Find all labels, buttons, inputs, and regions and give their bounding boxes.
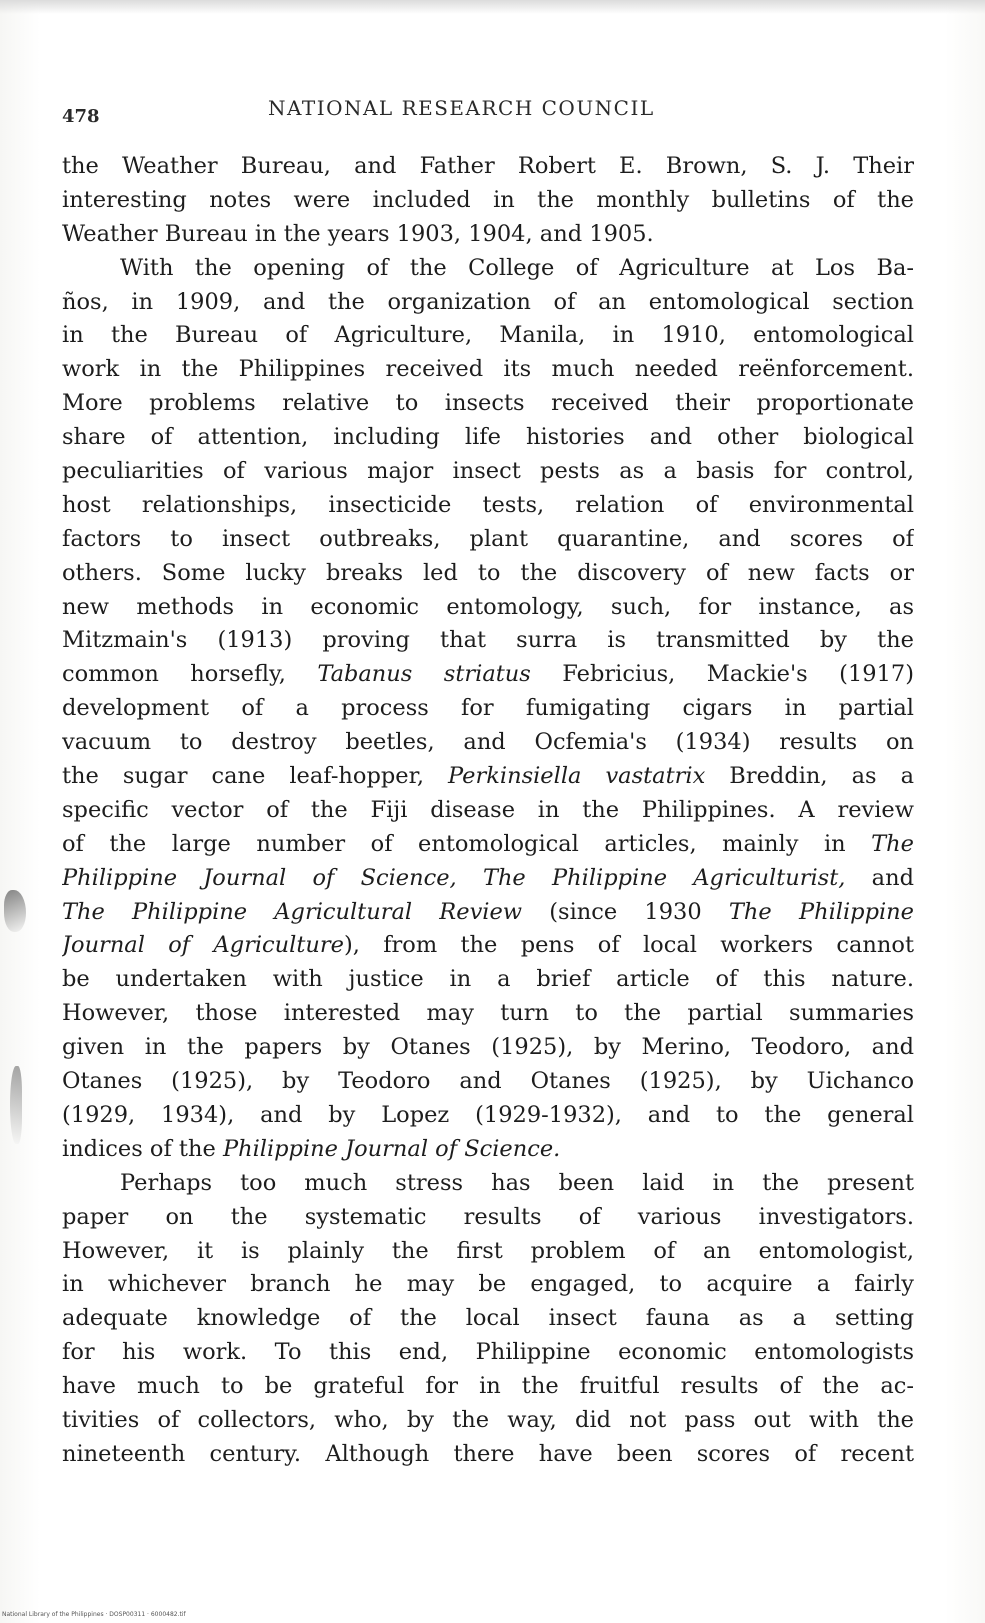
text-line: tivities of collectors, who, by the way, did not pass out with the bbox=[62, 1406, 914, 1433]
text-line: of the large number of entomological articles, mainly in The bbox=[62, 830, 914, 857]
text-line: others. Some lucky breaks led to the discovery of new facts or bbox=[62, 559, 914, 586]
text-line: paper on the systematic results of various investigators. bbox=[62, 1203, 914, 1230]
text-line: interesting notes were included in the monthly bulletins of the bbox=[62, 186, 914, 213]
scan-artifact bbox=[4, 890, 26, 932]
text-line: the sugar cane leaf-hopper, Perkinsiella vastatrix Breddin, as a bbox=[62, 763, 914, 790]
text-line: work in the Philippines received its much needed reënforcement. bbox=[62, 356, 914, 383]
text-line: development of a process for fumigating cigars in partial bbox=[62, 695, 914, 722]
text-line: Mitzmain's (1913) proving that surra is transmitted by the bbox=[62, 627, 914, 654]
text-line: ños, in 1909, and the organization of an entomological section bbox=[62, 288, 914, 315]
scan-credit: National Library of the Philippines · DOSP00311 · 6000482.tif bbox=[2, 1611, 186, 1618]
running-head: NATIONAL RESEARCH COUNCIL bbox=[268, 96, 655, 120]
text-line: new methods in economic entomology, such, for instance, as bbox=[62, 593, 914, 620]
text-line: peculiarities of various major insect pests as a basis for control, bbox=[62, 458, 914, 485]
text-line: host relationships, insecticide tests, relation of environmental bbox=[62, 491, 914, 518]
text-line: the Weather Bureau, and Father Robert E. Brown, S. J. Their bbox=[62, 153, 914, 179]
scan-top-shadow bbox=[0, 0, 985, 14]
text-line: factors to insect outbreaks, plant quarantine, and scores of bbox=[62, 525, 914, 552]
text-line: Weather Bureau in the years 1903, 1904, and 1905. bbox=[62, 220, 654, 247]
text-line: Journal of Agriculture), from the pens of local workers cannot bbox=[62, 932, 914, 959]
scan-artifact bbox=[10, 1066, 22, 1144]
text-line: nineteenth century. Although there have been scores of recent bbox=[62, 1440, 914, 1467]
text-line: for his work. To this end, Philippine economic entomologists bbox=[62, 1339, 914, 1366]
text-line: vacuum to destroy beetles, and Ocfemia's (1934) results on bbox=[62, 729, 914, 756]
page-number: 478 bbox=[62, 106, 100, 127]
text-line: given in the papers by Otanes (1925), by Merino, Teodoro, and bbox=[62, 1034, 914, 1061]
text-line: Philippine Journal of Science, The Philippine Agriculturist, and bbox=[62, 864, 914, 891]
text-line: Otanes (1925), by Teodoro and Otanes (1925), by Uichanco bbox=[62, 1068, 914, 1095]
text-line: have much to be grateful for in the fruitful results of the ac- bbox=[62, 1373, 914, 1400]
text-line: With the opening of the College of Agriculture at Los Ba- bbox=[120, 254, 914, 281]
text-line: However, those interested may turn to the partial summaries bbox=[62, 1000, 914, 1027]
text-line: in whichever branch he may be engaged, to acquire a fairly bbox=[62, 1271, 914, 1298]
text-line: indices of the Philippine Journal of Science. bbox=[62, 1135, 561, 1162]
binding-edge-marks bbox=[0, 890, 30, 1150]
text-line: specific vector of the Fiji disease in the Philippines. A review bbox=[62, 796, 914, 823]
text-line: The Philippine Agricultural Review (since 1930 The Philippine bbox=[62, 898, 914, 925]
text-line: in the Bureau of Agriculture, Manila, in 1910, entomological bbox=[62, 322, 914, 349]
body-text bbox=[62, 150, 914, 1472]
text-line: be undertaken with justice in a brief article of this nature. bbox=[62, 966, 914, 993]
text-line: (1929, 1934), and by Lopez (1929-1932), and to the general bbox=[62, 1101, 914, 1128]
text-line: adequate knowledge of the local insect fauna as a setting bbox=[62, 1305, 914, 1332]
text-line: Perhaps too much stress has been laid in the present bbox=[120, 1169, 914, 1196]
text-line: More problems relative to insects received their proportionate bbox=[62, 390, 914, 417]
text-line: common horsefly, Tabanus striatus Febricius, Mackie's (1917) bbox=[62, 661, 914, 688]
text-line: However, it is plainly the first problem of an entomologist, bbox=[62, 1237, 914, 1264]
text-line: share of attention, including life histories and other biological bbox=[62, 424, 914, 451]
page-header bbox=[62, 92, 912, 132]
